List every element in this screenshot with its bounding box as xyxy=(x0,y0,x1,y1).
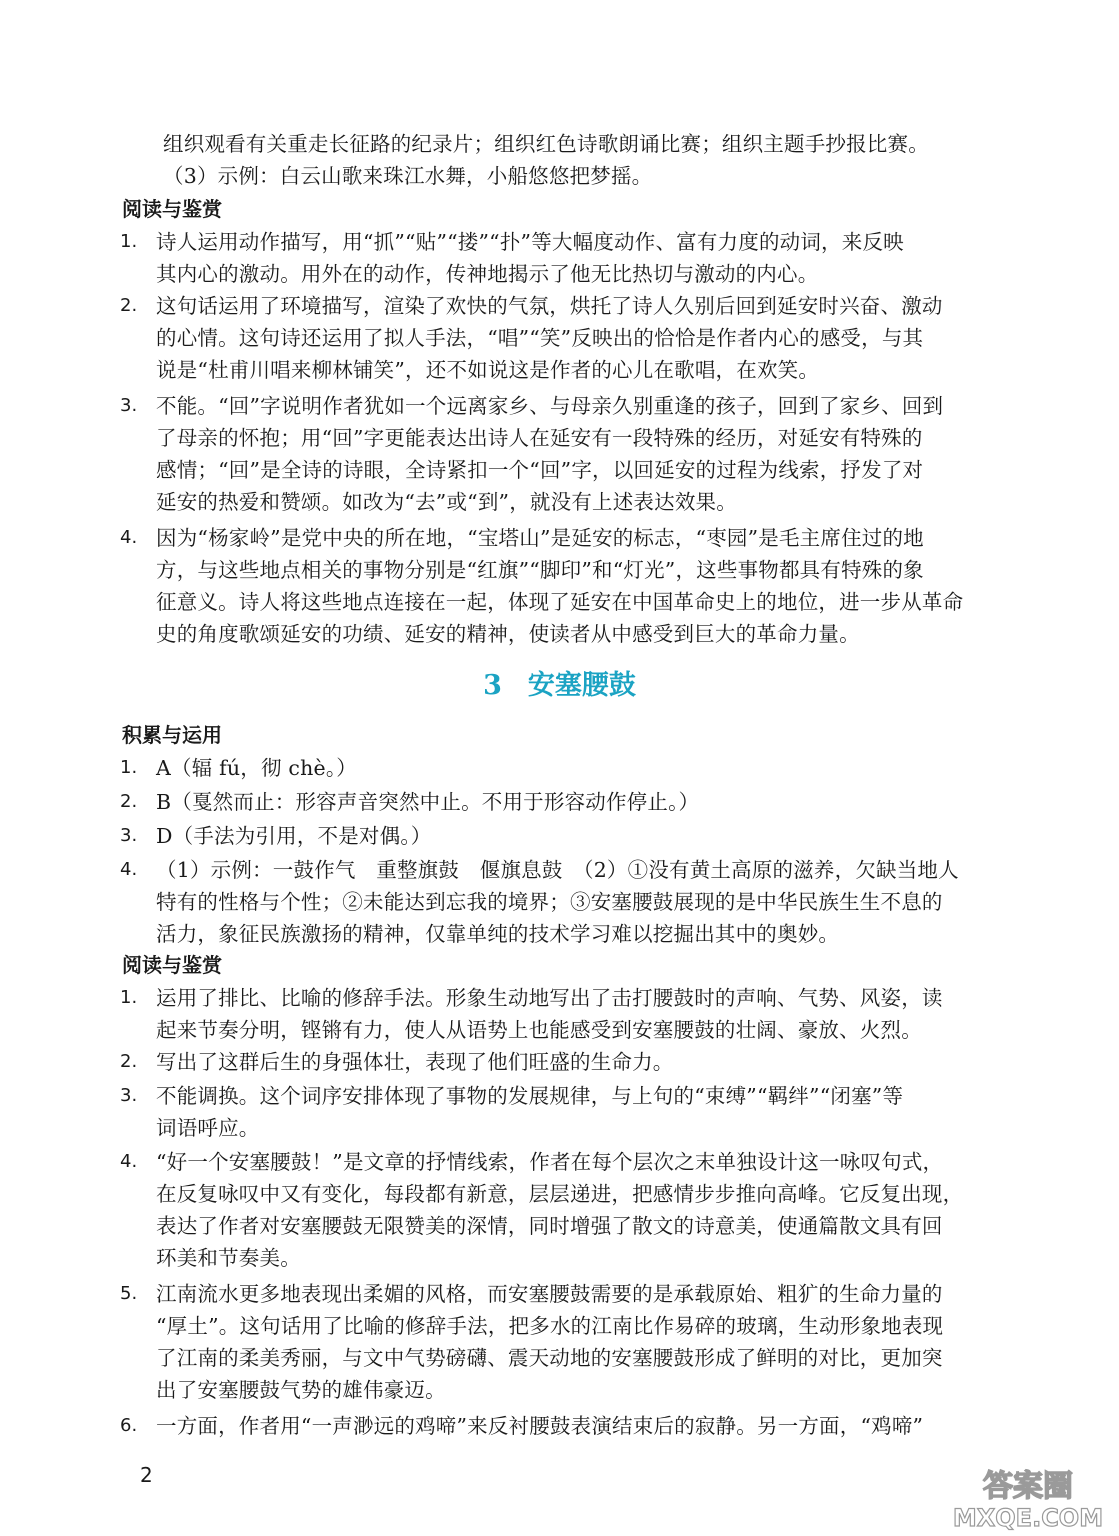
item-line: 不能。“回”字说明作者犹如一个远离家乡、与母亲久别重逢的孩子，回到了家乡、回到 xyxy=(156,394,944,418)
item-line: 感情；“回”是全诗的诗眼，全诗紧扣一个“回”字，以回延安的过程为线索，抒发了对 xyxy=(156,458,924,482)
item-line: 特有的性格与个性；②未能达到忘我的境界；③安塞腰鼓展现的是中华民族生生不息的 xyxy=(156,890,943,914)
item-line: 江南流水更多地表现出柔媚的风格，而安塞腰鼓需要的是承载原始、粗犷的生命力量的 xyxy=(156,1282,943,1306)
item-line: 其内心的激动。用外在的动作，传神地揭示了他无比热切与激动的内心。 xyxy=(156,262,819,286)
item-line: 诗人运用动作描写，用“抓”“贴”“搂”“扑”等大幅度动作、富有力度的动词，来反映 xyxy=(156,230,904,254)
item-line: 词语呼应。 xyxy=(156,1116,260,1140)
item-line: 起来节奏分明，铿锵有力，使人从语势上也能感受到安塞腰鼓的壮阔、豪放、火烈。 xyxy=(156,1018,922,1042)
item-line: 延安的热爱和赞颂。如改为“去”或“到”，就没有上述表达效果。 xyxy=(156,490,737,514)
item-number: 3. xyxy=(120,825,138,846)
item-line: 方，与这些地点相关的事物分别是“红旗”“脚印”和“灯光”，这些事物都具有特殊的象 xyxy=(156,558,924,582)
item-number: 2. xyxy=(120,1051,138,1072)
item-line: B（戛然而止：形容声音突然中止。不用于形容动作停止。） xyxy=(156,790,700,814)
watermark-top-text: 答案圈 xyxy=(983,1469,1073,1504)
item-line: “厚土”。这句话用了比喻的修辞手法，把多水的江南比作易碎的玻璃，生动形象地表现 xyxy=(156,1314,944,1338)
item-number: 3. xyxy=(120,1085,138,1106)
item-number: 4. xyxy=(120,1151,138,1172)
item-number: 1. xyxy=(120,757,138,778)
item-number: 3. xyxy=(120,395,138,416)
lesson-number: 3 xyxy=(483,670,502,701)
item-line: 写出了这群后生的身强体壮，表现了他们旺盛的生命力。 xyxy=(156,1050,674,1074)
item-line: 活力，象征民族激扬的精神，仅靠单纯的技术学习难以挖掘出其中的奥妙。 xyxy=(156,922,840,946)
item-line: 因为“杨家岭”是党中央的所在地，“宝塔山”是延安的标志，“枣园”是毛主席住过的地 xyxy=(156,526,924,550)
item-line: 表达了作者对安塞腰鼓无限赞美的深情，同时增强了散文的诗意美，使通篇散文具有回 xyxy=(156,1214,943,1238)
item-line: A（辐 fú，彻 chè。） xyxy=(156,756,357,780)
item-line: 说是“杜甫川唱来柳林铺笑”，还不如说这是作者的心儿在歌唱，在欢笑。 xyxy=(156,358,820,382)
item-line: 这句话运用了环境描写，渲染了欢快的气氛，烘托了诗人久别后回到延安时兴奋、激动 xyxy=(156,294,943,318)
section-heading: 阅读与鉴赏 xyxy=(122,953,222,977)
item-line: 了江南的柔美秀丽，与文中气势磅礴、震天动地的安塞腰鼓形成了鲜明的对比，更加突 xyxy=(156,1346,943,1370)
item-number: 2. xyxy=(120,295,138,316)
item-line: 环美和节奏美。 xyxy=(156,1246,301,1270)
item-number: 4. xyxy=(120,859,138,880)
item-number: 1. xyxy=(120,231,138,252)
item-number: 4. xyxy=(120,527,138,548)
item-line: 征意义。诗人将这些地点连接在一起，体现了延安在中国革命史上的地位，进一步从革命 xyxy=(156,590,964,614)
item-line: “好一个安塞腰鼓！”是文章的抒情线索，作者在每个层次之末单独设计这一咏叹句式， xyxy=(156,1150,944,1174)
item-number: 2. xyxy=(120,791,138,812)
item-line: 出了安塞腰鼓气势的雄伟豪迈。 xyxy=(156,1378,446,1402)
item-number: 1. xyxy=(120,987,138,1008)
item-line: 的心情。这句诗还运用了拟人手法，“唱”“笑”反映出的恰恰是作者内心的感受，与其 xyxy=(156,326,924,350)
text-line: （3）示例：白云山歌来珠江水舞，小船悠悠把梦摇。 xyxy=(163,164,653,188)
item-line: 运用了排比、比喻的修辞手法。形象生动地写出了击打腰鼓时的声响、气势、风姿，读 xyxy=(156,986,943,1010)
section-heading: 积累与运用 xyxy=(122,723,222,747)
item-line: D（手法为引用，不是对偶。） xyxy=(156,824,432,848)
watermark-logo xyxy=(940,1462,1115,1532)
item-line: 不能调换。这个词序安排体现了事物的发展规律，与上句的“束缚”“羁绊”“闭塞”等 xyxy=(156,1084,904,1108)
item-line: 在反复咏叹中又有变化，每段都有新意，层层递进，把感情步步推向高峰。它反复出现， xyxy=(156,1182,964,1206)
item-line: （1）示例：一鼓作气 重整旗鼓 偃旗息鼓 （2）①没有黄土高原的滋养，欠缺当地人 xyxy=(156,858,959,882)
watermark-bottom-text: MXQE.COM xyxy=(952,1504,1104,1532)
text-line: 组织观看有关重走长征路的纪录片；组织红色诗歌朗诵比赛；组织主题手抄报比赛。 xyxy=(163,132,929,156)
item-line: 一方面，作者用“一声渺远的鸡啼”来反衬腰鼓表演结束后的寂静。另一方面，“鸡啼” xyxy=(156,1414,924,1438)
item-number: 5. xyxy=(120,1283,138,1304)
lesson-name: 安塞腰鼓 xyxy=(527,670,636,701)
item-line: 史的角度歌颂延安的功绩、延安的精神，使读者从中感受到巨大的革命力量。 xyxy=(156,622,860,646)
item-line: 了母亲的怀抱；用“回”字更能表达出诗人在延安有一段特殊的经历，对延安有特殊的 xyxy=(156,426,923,450)
item-number: 6. xyxy=(120,1415,138,1436)
page-number: 2 xyxy=(140,1463,153,1487)
section-heading: 阅读与鉴赏 xyxy=(122,197,222,221)
lesson-title xyxy=(0,668,1119,704)
